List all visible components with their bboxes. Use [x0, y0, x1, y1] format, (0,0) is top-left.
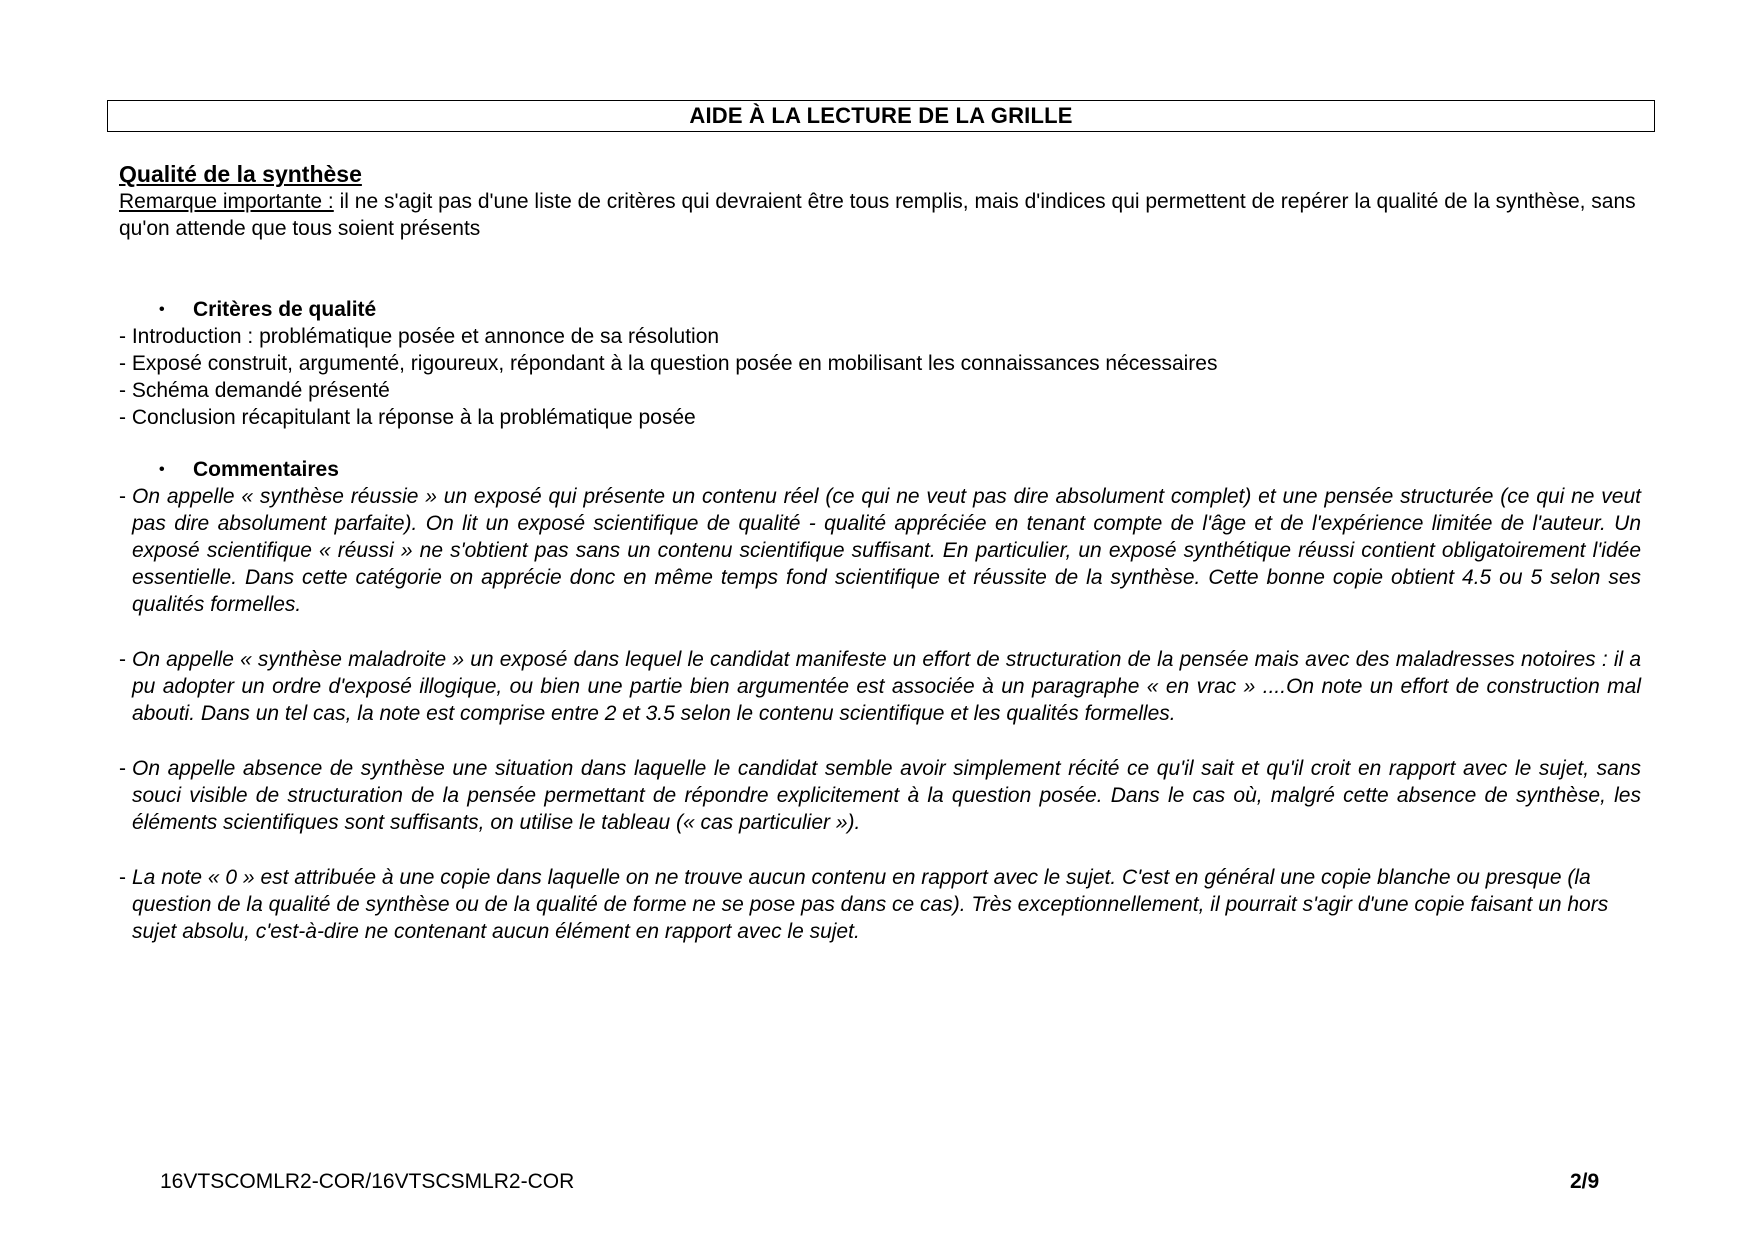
page-number: 2/9: [1570, 1170, 1600, 1193]
comment-text: On appelle « synthèse maladroite » un exposé dans lequel le candidat manifeste un effort de structuration de la pensée mais avec des maladresses notoires : il a pu adopter un ordre d'exposé illogique, ou bien une partie bien argumentée est associée à un paragraphe « en vrac » ....On note un effort de construction mal abouti. Dans un tel cas, la note est comprise entre 2 et 3.5 selon le contenu scientifique et les qualités formelles.: [132, 648, 1641, 725]
list-item: - Conclusion récapitulant la réponse à la problématique posée: [119, 406, 696, 429]
footer-code: 16VTSCOMLR2-COR/16VTSCSMLR2-COR: [160, 1170, 575, 1193]
dash-marker: -: [119, 648, 126, 671]
dash-marker: -: [119, 866, 126, 889]
remark-label: Remarque importante :: [119, 190, 334, 213]
list-item: - Schéma demandé présenté: [119, 379, 390, 402]
bullet-icon: •: [159, 461, 165, 478]
remark-paragraph: [119, 188, 1641, 242]
comment-text: On appelle « synthèse réussie » un exposé qui présente un contenu réel (ce qui ne veut pas dire absolument complet) et une pensée structurée (ce qui ne veut pas dire absolument parfaite). On lit un exposé scientifique de qualité - qualité appréciée en tenant compte de l'âge et de l'expérience limitée de l'auteur. Un exposé scientifique « réussi » ne s'obtient pas sans un contenu scientifique suffisant. En particulier, un exposé synthétique réussi contient obligatoirement l'idée essentielle. Dans cette catégorie on apprécie donc en même temps fond scientifique et réussite de la synthèse. Cette bonne copie obtient 4.5 ou 5 selon ses qualités formelles.: [132, 485, 1641, 616]
criteria-title: Critères de qualité: [193, 298, 377, 321]
comment-paragraph: [119, 755, 1641, 836]
comment-paragraph: [119, 864, 1641, 945]
dash-marker: -: [119, 757, 126, 780]
comment-paragraph: [119, 483, 1641, 618]
criteria-heading: [119, 296, 1641, 323]
criteria-list: [119, 323, 1641, 431]
comments-heading: [119, 456, 1641, 483]
comments-title: Commentaires: [193, 458, 339, 481]
content-area: [119, 160, 1641, 945]
comment-paragraph: [119, 646, 1641, 727]
dash-marker: -: [119, 485, 126, 508]
remark-text: il ne s'agit pas d'une liste de critères qui devraient être tous remplis, mais d'indices qui permettent de repérer la qualité de la synthèse, sans qu'on attende que tous soient présents: [119, 190, 1636, 240]
list-item: - Exposé construit, argumenté, rigoureux, répondant à la question posée en mobilisant les connaissances nécessaires: [119, 352, 1218, 375]
section-heading: Qualité de la synthèse: [119, 161, 362, 187]
bullet-icon: •: [159, 301, 165, 318]
comment-text: On appelle absence de synthèse une situation dans laquelle le candidat semble avoir simplement récité ce qu'il sait et qu'il croit en rapport avec le sujet, sans souci visible de structuration de la pensée permettant de répondre explicitement à la question posée. Dans le cas où, malgré cette absence de synthèse, les éléments scientifiques sont suffisants, on utilise le tableau (« cas particulier »).: [132, 757, 1641, 834]
list-item: - Introduction : problématique posée et annonce de sa résolution: [119, 325, 720, 348]
comment-text: La note « 0 » est attribuée à une copie dans laquelle on ne trouve aucun contenu en rapport avec le sujet. C'est en général une copie blanche ou presque (la question de la qualité de synthèse ou de la qualité de forme ne se pose pas dans ce cas). Très exceptionnellement, il pourrait s'agir d'une copie faisant un hors sujet absolu, c'est-à-dire ne contenant aucun élément en rapport avec le sujet.: [132, 866, 1609, 943]
page-title: AIDE À LA LECTURE DE LA GRILLE: [107, 100, 1655, 132]
